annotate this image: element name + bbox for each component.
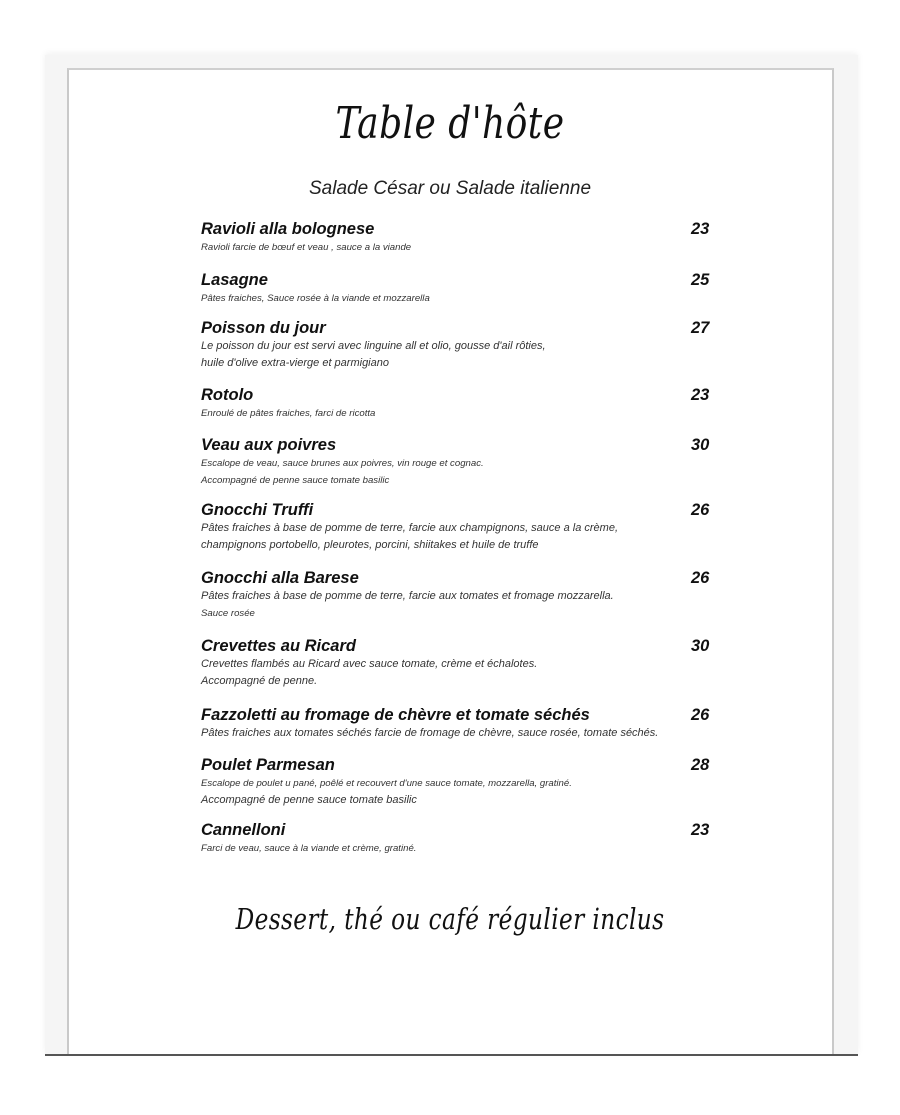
dish-description-line-2: Accompagné de penne sauce tomate basilic bbox=[201, 794, 417, 806]
dish-price: 23 bbox=[691, 821, 710, 839]
dish-name: Veau aux poivres bbox=[201, 436, 337, 454]
dish-description: Enroulé de pâtes fraiches, farci de ricotta bbox=[201, 408, 376, 419]
menu-item bbox=[201, 435, 811, 489]
menu-item bbox=[201, 500, 811, 554]
menu-item bbox=[201, 318, 811, 372]
dish-description-line-2: Accompagné de penne sauce tomate basilic bbox=[201, 475, 390, 486]
menu-item bbox=[201, 705, 811, 742]
dish-description-line-1: Le poisson du jour est servi avec linguine all et olio, gousse d'ail rôties, bbox=[201, 340, 546, 352]
menu-item bbox=[201, 636, 811, 690]
dish-name: Fazzoletti au fromage de chèvre et tomate séchés bbox=[201, 706, 590, 724]
dish-description-line-1: Pâtes fraiches à base de pomme de terre, farcie aux tomates et fromage mozzarella. bbox=[201, 590, 614, 602]
menu-item bbox=[201, 385, 811, 422]
dish-price: 27 bbox=[691, 319, 710, 337]
dish-name: Gnocchi Truffi bbox=[201, 501, 314, 519]
menu-item bbox=[201, 755, 811, 809]
dish-description: Farci de veau, sauce à la viande et crème, gratiné. bbox=[201, 843, 417, 854]
dish-description-line-1: Crevettes flambés au Ricard avec sauce tomate, crème et échalotes. bbox=[201, 658, 538, 670]
dish-description-line-1: Escalope de veau, sauce brunes aux poivres, vin rouge et cognac. bbox=[201, 458, 484, 469]
dish-price: 30 bbox=[691, 436, 710, 454]
dish-price: 26 bbox=[691, 501, 710, 519]
dish-price: 23 bbox=[691, 386, 710, 404]
dish-description: Pâtes fraiches aux tomates séchés farcie de fromage de chèvre, sauce rosée, tomate séchés. bbox=[201, 727, 659, 739]
dish-price: 28 bbox=[691, 756, 710, 774]
dish-description-line-2: huile d'olive extra-vierge et parmigiano bbox=[201, 357, 389, 369]
dish-name: Crevettes au Ricard bbox=[201, 637, 356, 655]
menu-title: Table d'hôte bbox=[335, 98, 565, 149]
dish-name: Rotolo bbox=[201, 386, 254, 404]
dish-price: 26 bbox=[691, 569, 710, 587]
dish-name: Gnocchi alla Barese bbox=[201, 569, 359, 587]
dish-price: 25 bbox=[691, 271, 710, 289]
menu-item bbox=[201, 568, 811, 622]
dish-name: Lasagne bbox=[201, 271, 268, 289]
dish-name: Poisson du jour bbox=[201, 319, 326, 337]
menu-subtitle-salad-choice: Salade César ou Salade italienne bbox=[308, 178, 592, 199]
dish-description: Pâtes fraiches, Sauce rosée à la viande et mozzarella bbox=[201, 293, 430, 304]
page-bottom-divider bbox=[45, 1054, 858, 1056]
dish-description-line-2: Accompagné de penne. bbox=[201, 675, 318, 687]
menu-item bbox=[201, 820, 811, 857]
dish-name: Cannelloni bbox=[201, 821, 286, 839]
dish-name: Poulet Parmesan bbox=[201, 756, 335, 774]
dish-description-line-1: Pâtes fraiches à base de pomme de terre, farcie aux champignons, sauce a la crème, bbox=[201, 522, 618, 534]
dish-price: 26 bbox=[691, 706, 710, 724]
dish-description: Ravioli farcie de bœuf et veau , sauce a la viande bbox=[201, 242, 412, 253]
dish-description-line-2: Sauce rosée bbox=[201, 608, 255, 619]
menu-item bbox=[201, 219, 811, 256]
menu-item bbox=[201, 270, 811, 307]
dish-price: 23 bbox=[691, 220, 710, 238]
dish-price: 30 bbox=[691, 637, 710, 655]
dish-description-line-1: Escalope de poulet u pané, poêlé et recouvert d'une sauce tomate, mozzarella, gratiné. bbox=[201, 778, 572, 789]
menu-footer-included-note: Dessert, thé ou café régulier inclus bbox=[235, 902, 665, 936]
dish-description-line-2: champignons portobello, pleurotes, porcini, shiitakes et huile de truffe bbox=[201, 539, 539, 551]
dish-name: Ravioli alla bolognese bbox=[201, 220, 375, 238]
